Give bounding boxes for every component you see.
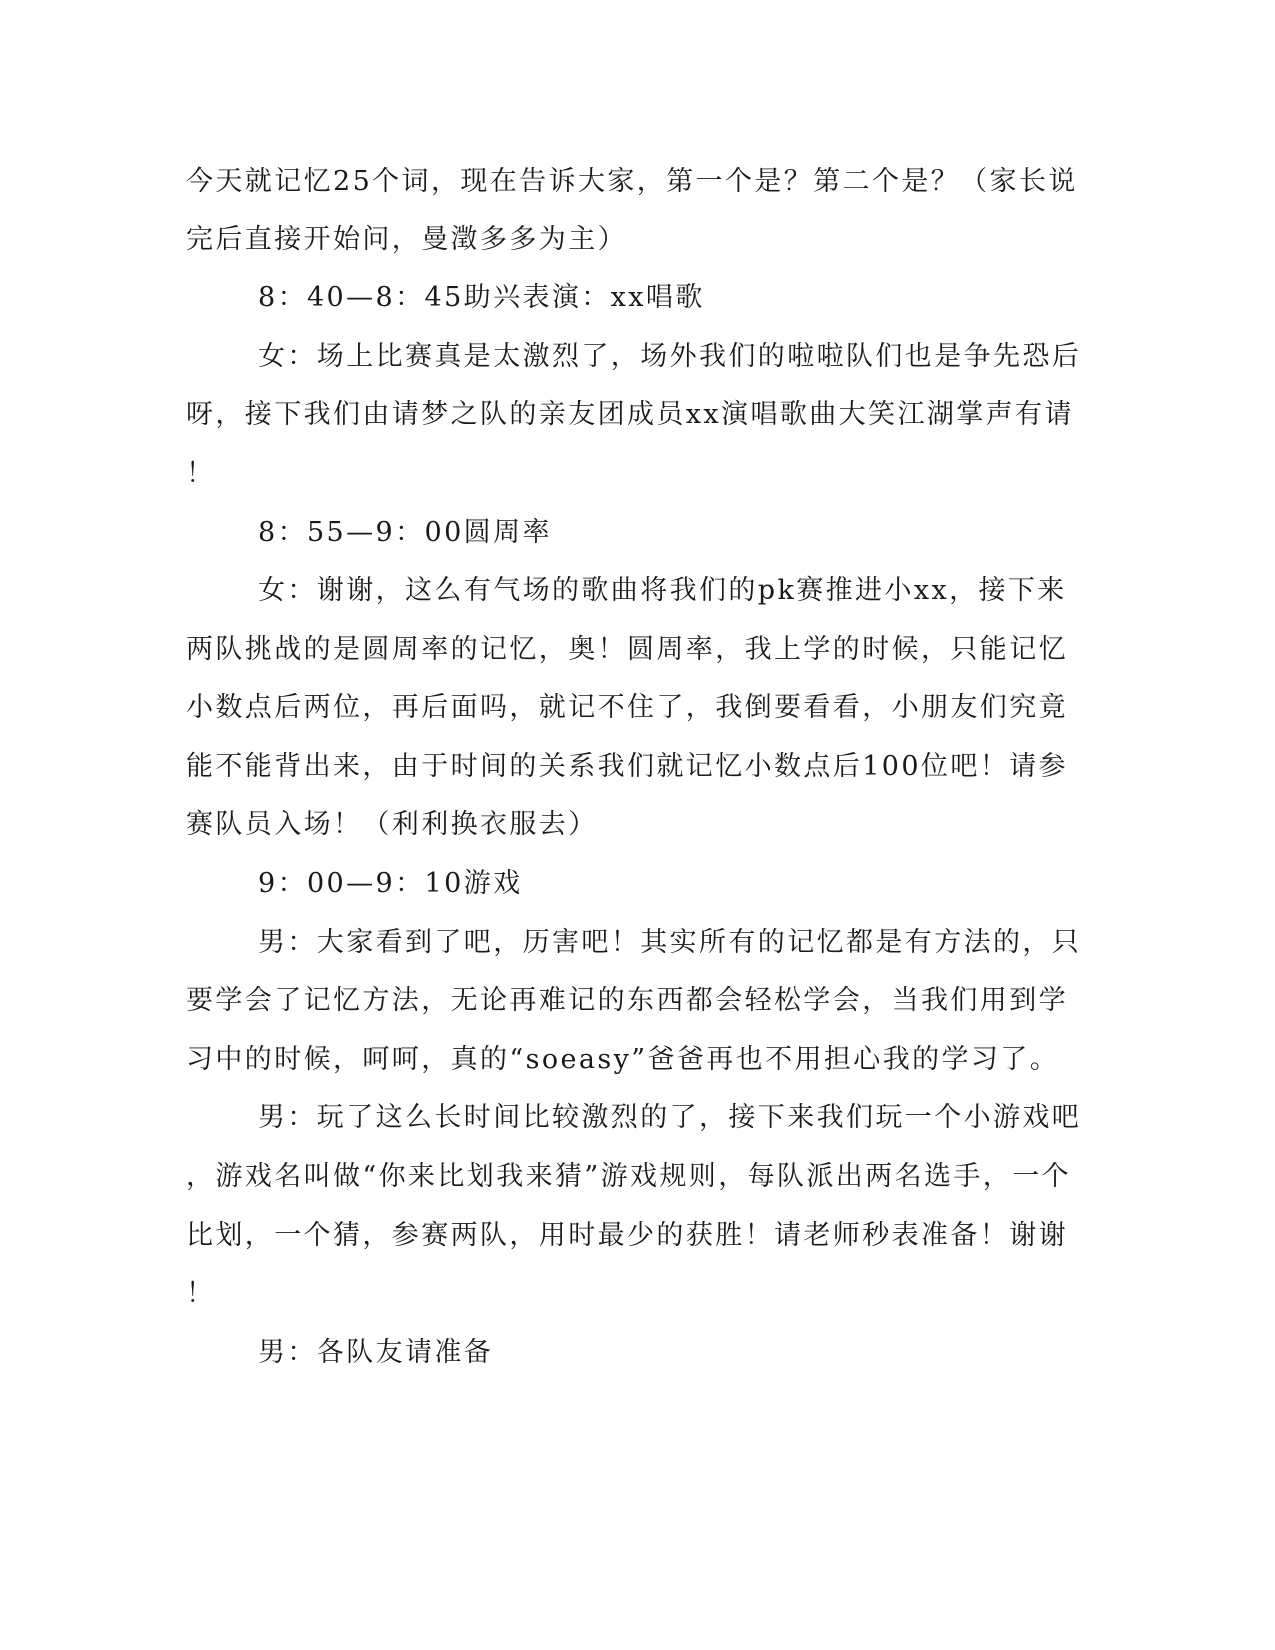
text-line: 完后直接开始问，曼澂多多为主） <box>186 224 627 255</box>
section-heading: 9：00—9：10游戏 <box>258 868 523 899</box>
text-line: ！ <box>186 458 216 489</box>
text-line: 男：各队友请准备 <box>258 1337 494 1368</box>
text-line: 习中的时候，呵呵，真的“soeasy”爸爸再也不用担心我的学习了。 <box>186 1044 1060 1075</box>
text-line: ，游戏名叫做“你来比划我来猜”游戏规则，每队派出两名选手，一个 <box>186 1161 1072 1192</box>
text-line: 赛队员入场！（利利换衣服去） <box>186 809 598 840</box>
section-heading: 8：40—8：45助兴表演：xx唱歌 <box>258 282 705 313</box>
text-line: 男：玩了这么长时间比较激烈的了，接下来我们玩一个小游戏吧 <box>258 1102 1082 1133</box>
text-line: 能不能背出来，由于时间的关系我们就记忆小数点后100位吧！请参 <box>186 751 1068 782</box>
text-line: 女：谢谢，这么有气场的歌曲将我们的pk赛推进小xx，接下来 <box>258 575 1067 606</box>
text-line: 男：大家看到了吧，历害吧！其实所有的记忆都是有方法的，只 <box>258 927 1082 958</box>
text-line: 女：场上比赛真是太激烈了，场外我们的啦啦队们也是争先恐后 <box>258 341 1082 372</box>
section-heading: 8：55—9：00圆周率 <box>258 517 552 548</box>
text-line: 小数点后两位，再后面吗，就记不住了，我倒要看看，小朋友们究竟 <box>186 692 1068 723</box>
text-line: 要学会了记忆方法，无论再难记的东西都会轻松学会，当我们用到学 <box>186 985 1068 1016</box>
text-line: 呀，接下我们由请梦之队的亲友团成员xx演唱歌曲大笑江湖掌声有请 <box>186 399 1074 430</box>
text-line: 比划，一个猜，参赛两队，用时最少的获胜！请老师秒表准备！谢谢 <box>186 1220 1068 1251</box>
text-line: 今天就记忆25个词，现在告诉大家，第一个是？第二个是？（家长说 <box>186 166 1078 197</box>
text-line: ！ <box>186 1278 216 1309</box>
text-line: 两队挑战的是圆周率的记忆，奥！圆周率，我上学的时候，只能记忆 <box>186 634 1068 665</box>
